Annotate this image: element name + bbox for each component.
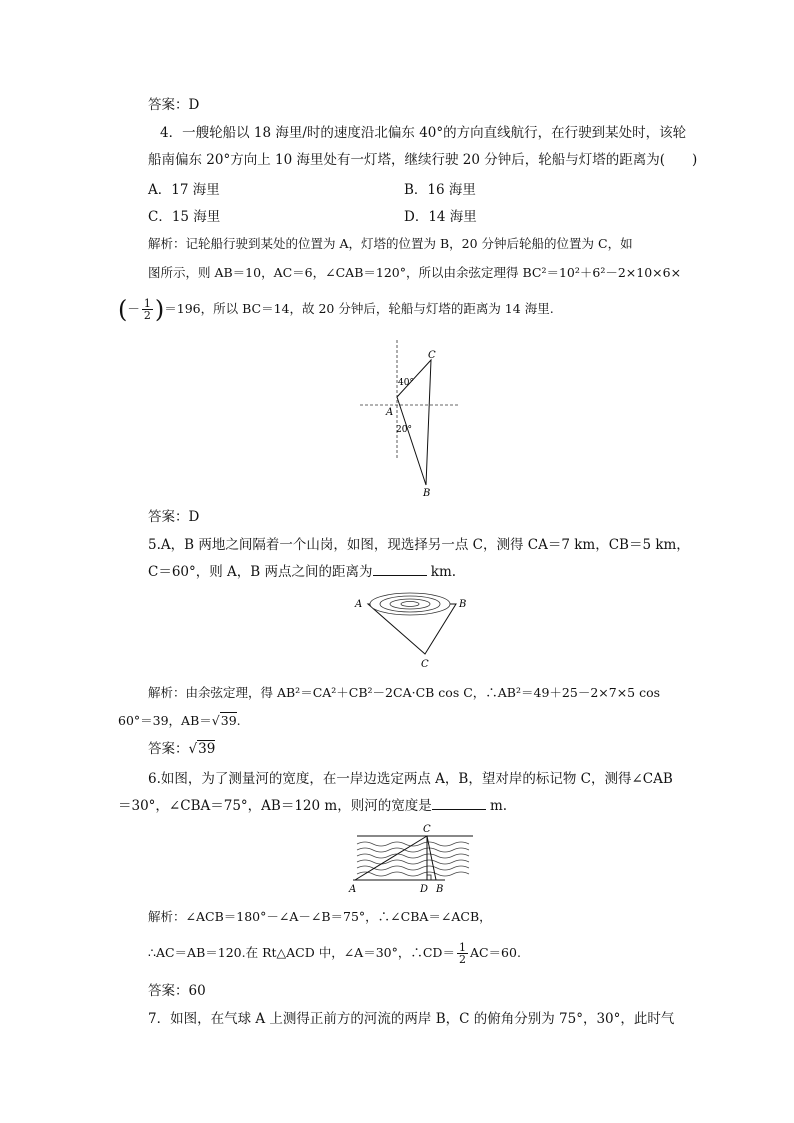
left-paren: ( <box>118 295 128 324</box>
angle-20-label: 20° <box>396 425 412 435</box>
q4-solution-line3 <box>118 295 554 324</box>
q6-stem-line2 <box>118 797 507 815</box>
previous-answer: 答案：D <box>148 97 200 113</box>
point-a-label: A <box>386 407 394 418</box>
q5-answer: 答案：√39 <box>148 741 216 757</box>
point-a-label: A <box>349 884 357 895</box>
q7-stem-line1: 7．如图，在气球 A 上测得正前方的河流的两岸 B，C 的俯角分别为 75°，30°，此时气 <box>148 1011 675 1027</box>
q5-stem-line1: 5.A，B 两地之间隔着一个山岗，如图，现选择另一点 C，测得 CA＝7 km，CB＝5 km， <box>148 537 690 553</box>
fraction-one-half <box>457 942 468 965</box>
point-c-label: C <box>421 659 429 670</box>
fraction-denominator: 2 <box>458 953 466 966</box>
q4-answer: 答案：D <box>148 509 200 525</box>
q5-solution-line2: 60°＝39，AB＝√39. <box>118 713 241 728</box>
q6-solution-text: ∴AC＝AB＝120.在 Rt△ACD 中，∠A＝30°，∴CD＝ <box>148 945 455 960</box>
minus-sign: － <box>127 301 140 316</box>
fraction-one-half <box>142 298 153 321</box>
fraction-numerator: 1 <box>458 941 466 954</box>
river-wave <box>357 872 469 876</box>
q4-stem-line1: 4．一艘轮船以 18 海里/时的速度沿北偏东 40°的方向直线航行，在行驶到某处时，该轮 <box>160 125 687 141</box>
q4-option-c: C．15 海里 <box>148 209 221 225</box>
q6-unit: m. <box>485 798 508 814</box>
river-wave <box>357 854 469 858</box>
point-d-label: D <box>420 884 429 895</box>
q6-answer-blank <box>432 797 486 810</box>
q6-solution-line1: 解析：∠ACB＝180°－∠A－∠B＝75°，∴∠CBA＝∠ACB， <box>148 909 492 924</box>
sqrt-radicand: 39 <box>198 741 216 757</box>
q5-unit: km. <box>426 564 457 580</box>
q5-stem-text: C＝60°，则 A，B 两点之间的距离为 <box>148 564 373 580</box>
q6-stem-text: ＝30°，∠CBA＝75°，AB＝120 m，则河的宽度是 <box>118 798 432 814</box>
point-a-label: A <box>355 599 363 610</box>
q6-solution-line2 <box>148 942 521 965</box>
q5-stem-line2 <box>148 563 456 581</box>
q5-answer-blank <box>373 563 427 576</box>
answer-label: 答案： <box>148 741 189 757</box>
q4-solution-line2: 图所示，则 AB＝10，AC＝6，∠CAB＝120°，所以由余弦定理得 BC²＝10²＋6²－2×10×6× <box>148 265 682 280</box>
q4-solution-result: ＝196，所以 BC＝14，故 20 分钟后，轮船与灯塔的距离为 14 海里. <box>164 301 554 316</box>
point-b-label: B <box>459 599 467 610</box>
point-c-label: C <box>428 350 436 361</box>
angle-40-label: 40° <box>398 378 414 388</box>
point-c-label: C <box>423 824 431 835</box>
q6-answer: 答案：60 <box>148 983 206 999</box>
q6-solution-result: AC＝60. <box>469 945 521 960</box>
point-b-label: B <box>423 488 431 499</box>
river-wave <box>357 860 469 864</box>
q4-option-a: A．17 海里 <box>148 182 220 198</box>
period: . <box>236 713 241 728</box>
q6-figure <box>345 820 475 898</box>
q4-option-b: B．16 海里 <box>404 182 476 198</box>
right-paren: ) <box>154 295 165 324</box>
sqrt-radicand: 39 <box>220 713 237 728</box>
q4-solution-line1: 解析：记轮船行驶到某处的位置为 A，灯塔的位置为 B，20 分钟后轮船的位置为 C，如 <box>148 236 633 251</box>
q5-figure <box>350 588 480 672</box>
point-b-label: B <box>436 884 444 895</box>
river-wave <box>357 848 469 852</box>
right-angle-mark <box>427 875 431 880</box>
q6-stem-line1: 6.如图，为了测量河的宽度，在一岸边选定两点 A，B，望对岸的标记物 C，测得∠CAB <box>148 771 673 787</box>
q4-stem-line2: 船南偏东 20°方向上 10 海里处有一灯塔，继续行驶 20 分钟后，轮船与灯塔的距离为( ) <box>148 152 698 168</box>
fraction-numerator: 1 <box>143 297 151 310</box>
q4-option-d: D．14 海里 <box>404 209 477 225</box>
q4-figure <box>355 340 465 500</box>
q5-solution-text: 60°＝39，AB＝ <box>118 713 212 728</box>
fraction-denominator: 2 <box>143 309 151 322</box>
q5-solution-line1: 解析：由余弦定理，得 AB²＝CA²＋CB²－2CA·CB cos C，∴AB²＝49＋25－2×7×5 cos <box>148 685 661 700</box>
